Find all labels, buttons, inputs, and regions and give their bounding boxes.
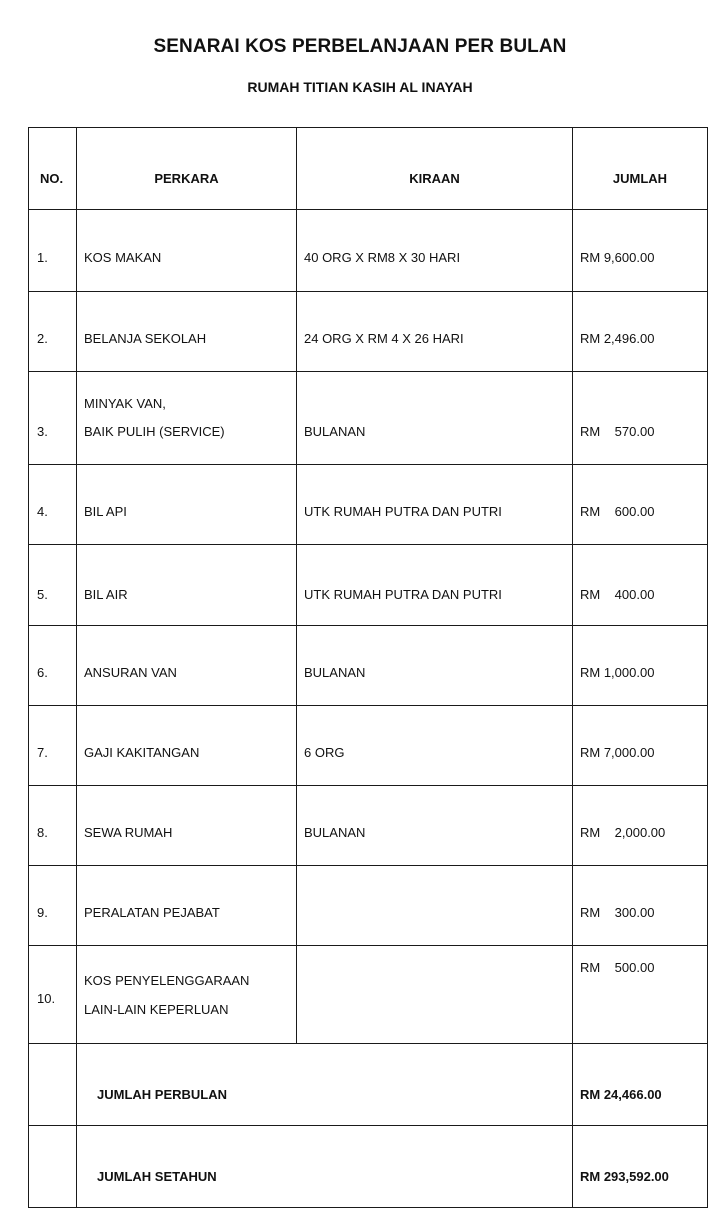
row-no: 5. — [29, 545, 77, 626]
row-perkara: GAJI KAKITANGAN — [77, 706, 297, 786]
table-row — [29, 210, 708, 292]
header-kiraan: KIRAAN — [297, 128, 573, 210]
row-kiraan — [297, 866, 573, 946]
row-perkara: SEWA RUMAH — [77, 786, 297, 866]
table-row — [29, 372, 708, 465]
table-row — [29, 292, 708, 372]
table-row — [29, 626, 708, 706]
row-kiraan: UTK RUMAH PUTRA DAN PUTRI — [297, 465, 573, 545]
table-row — [29, 786, 708, 866]
row-kiraan: 40 ORG X RM8 X 30 HARI — [297, 210, 573, 292]
total-no-cell — [29, 1044, 77, 1126]
row-perkara — [77, 372, 297, 465]
header-perkara: PERKARA — [77, 128, 297, 210]
row-kiraan: BULANAN — [297, 786, 573, 866]
row-jumlah: RM 300.00 — [573, 866, 708, 946]
row-no: 3. — [29, 372, 77, 465]
row-kiraan: BULANAN — [297, 372, 573, 465]
document-subtitle: RUMAH TITIAN KASIH AL INAYAH — [247, 79, 473, 95]
total-value: RM 24,466.00 — [573, 1044, 708, 1126]
row-perkara-line: BAIK PULIH (SERVICE) — [84, 424, 225, 439]
table-row — [29, 465, 708, 545]
row-no: 7. — [29, 706, 77, 786]
row-kiraan: 6 ORG — [297, 706, 573, 786]
expense-table — [28, 127, 708, 1208]
total-label: JUMLAH SETAHUN — [77, 1126, 573, 1208]
row-no: 10. — [29, 946, 77, 1044]
row-perkara: BIL AIR — [77, 545, 297, 626]
row-perkara-line: KOS PENYELENGGARAAN — [84, 972, 250, 988]
row-perkara-line: MINYAK VAN, — [84, 396, 166, 411]
row-jumlah: RM 7,000.00 — [573, 706, 708, 786]
header-no: NO. — [29, 128, 77, 210]
row-jumlah: RM 1,000.00 — [573, 626, 708, 706]
table-header-row — [29, 128, 708, 210]
row-perkara: PERALATAN PEJABAT — [77, 866, 297, 946]
row-jumlah: RM 570.00 — [573, 372, 708, 465]
row-jumlah: RM 400.00 — [573, 545, 708, 626]
table-row — [29, 545, 708, 626]
row-no: 8. — [29, 786, 77, 866]
table-row — [29, 866, 708, 946]
row-kiraan — [297, 946, 573, 1044]
row-perkara — [77, 946, 297, 1044]
row-kiraan: UTK RUMAH PUTRA DAN PUTRI — [297, 545, 573, 626]
row-perkara: ANSURAN VAN — [77, 626, 297, 706]
table-row — [29, 946, 708, 1044]
row-perkara: BELANJA SEKOLAH — [77, 292, 297, 372]
header-jumlah: JUMLAH — [573, 128, 708, 210]
document-title: SENARAI KOS PERBELANJAAN PER BULAN — [153, 36, 567, 57]
row-no: 9. — [29, 866, 77, 946]
row-perkara: BIL API — [77, 465, 297, 545]
total-value: RM 293,592.00 — [573, 1126, 708, 1208]
row-jumlah: RM 600.00 — [573, 465, 708, 545]
total-label: JUMLAH PERBULAN — [77, 1044, 573, 1126]
table-row — [29, 706, 708, 786]
row-no: 1. — [29, 210, 77, 292]
row-kiraan: BULANAN — [297, 626, 573, 706]
row-jumlah: RM 9,600.00 — [573, 210, 708, 292]
row-jumlah: RM 500.00 — [573, 946, 708, 1044]
row-perkara-line: LAIN-LAIN KEPERLUAN — [84, 1001, 229, 1017]
row-kiraan: 24 ORG X RM 4 X 26 HARI — [297, 292, 573, 372]
row-perkara: KOS MAKAN — [77, 210, 297, 292]
total-row-monthly — [29, 1044, 708, 1126]
total-no-cell — [29, 1126, 77, 1208]
total-row-yearly — [29, 1126, 708, 1208]
row-no: 2. — [29, 292, 77, 372]
row-jumlah: RM 2,000.00 — [573, 786, 708, 866]
row-jumlah: RM 2,496.00 — [573, 292, 708, 372]
row-no: 4. — [29, 465, 77, 545]
row-no: 6. — [29, 626, 77, 706]
